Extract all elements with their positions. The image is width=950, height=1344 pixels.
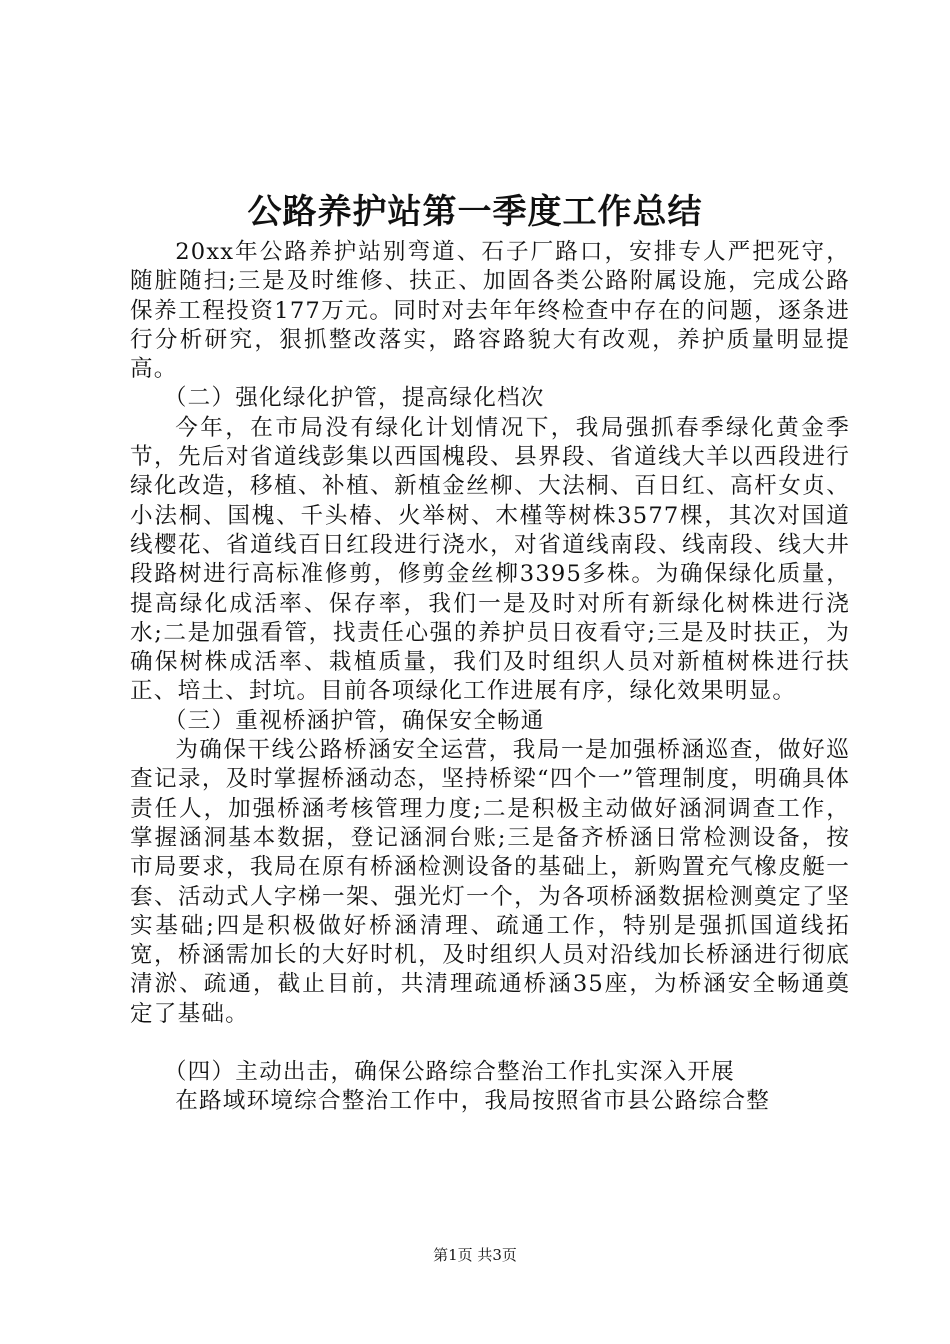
paragraph-bridges: 为确保干线公路桥涵安全运营，我局一是加强桥涵巡查，做好巡查记录，及时掌握桥涵动态，坚持桥梁“四个一”管理制度，明确具体责任人，加强桥涵考核管理力度;二是积极主动做好涵洞调查工作，掌握涵洞基本数据，登记涵洞台账;三是备齐桥涵日常检测设备，按市局要求，我局在原有桥涵检测设备的基础上，新购置充气橡皮艇一套、活动式人字梯一架、强光灯一个，为各项桥涵数据检测奠定了坚实基础;四是积极做好桥涵清理、疏通工作，特别是强抓国道线拓宽，桥涵需加长的大好时机，及时组织人员对沿线加长桥涵进行彻底清淤、疏通，截止目前，共清理疏通桥涵35座，为桥涵安全畅通奠定了基础。 (130, 737, 850, 1027)
paragraph-maintenance: 20xx年公路养护站别弯道、石子厂路口，安排专人严把死守，随脏随扫;三是及时维修、扶正、加固各类公路附属设施，完成公路保养工程投资177万元。同时对去年年终检查中存在的问题，逐条进行分析研究，狠抓整改落实，路容路貌大有改观，养护质量明显提高。 (130, 239, 850, 383)
page-number-footer: 第1页 共3页 (433, 1246, 517, 1264)
paragraph-rectification: 在路域环境综合整治工作中，我局按照省市县公路综合整 (175, 1088, 771, 1115)
section-heading-greening: （二）强化绿化护管，提高绿化档次 (163, 385, 545, 412)
section-heading-bridges: （三）重视桥涵护管，确保安全畅通 (163, 707, 545, 734)
paragraph-greening: 今年，在市局没有绿化计划情况下，我局强抓春季绿化黄金季节，先后对省道线彭集以西国槐段、县界段、省道线大羊以西段进行绿化改造，移植、补植、新植金丝柳、大法桐、百日红、高杆女贞、小法桐、国槐、千头椿、火举树、木槿等树株3577棵，其次对国道线樱花、省道线百日红段进行浇水，对省道线南段、线南段、线大井段路树进行高标准修剪，修剪金丝柳3395多株。为确保绿化质量，提高绿化成活率、保存率，我们一是及时对所有新绿化树株进行浇水;二是加强看管，找责任心强的养护员日夜看守;三是及时扶正，为确保树株成活率、栽植质量，我们及时组织人员对新植树株进行扶正、培土、封坑。目前各项绿化工作进展有序，绿化效果明显。 (130, 414, 850, 705)
paragraph-spacer (130, 1029, 850, 1058)
document-body (130, 238, 850, 1117)
section-heading-rectification: （四）主动出击，确保公路综合整治工作扎实深入开展 (163, 1059, 735, 1086)
document-title: 公路养护站第一季度工作总结 (247, 192, 703, 232)
